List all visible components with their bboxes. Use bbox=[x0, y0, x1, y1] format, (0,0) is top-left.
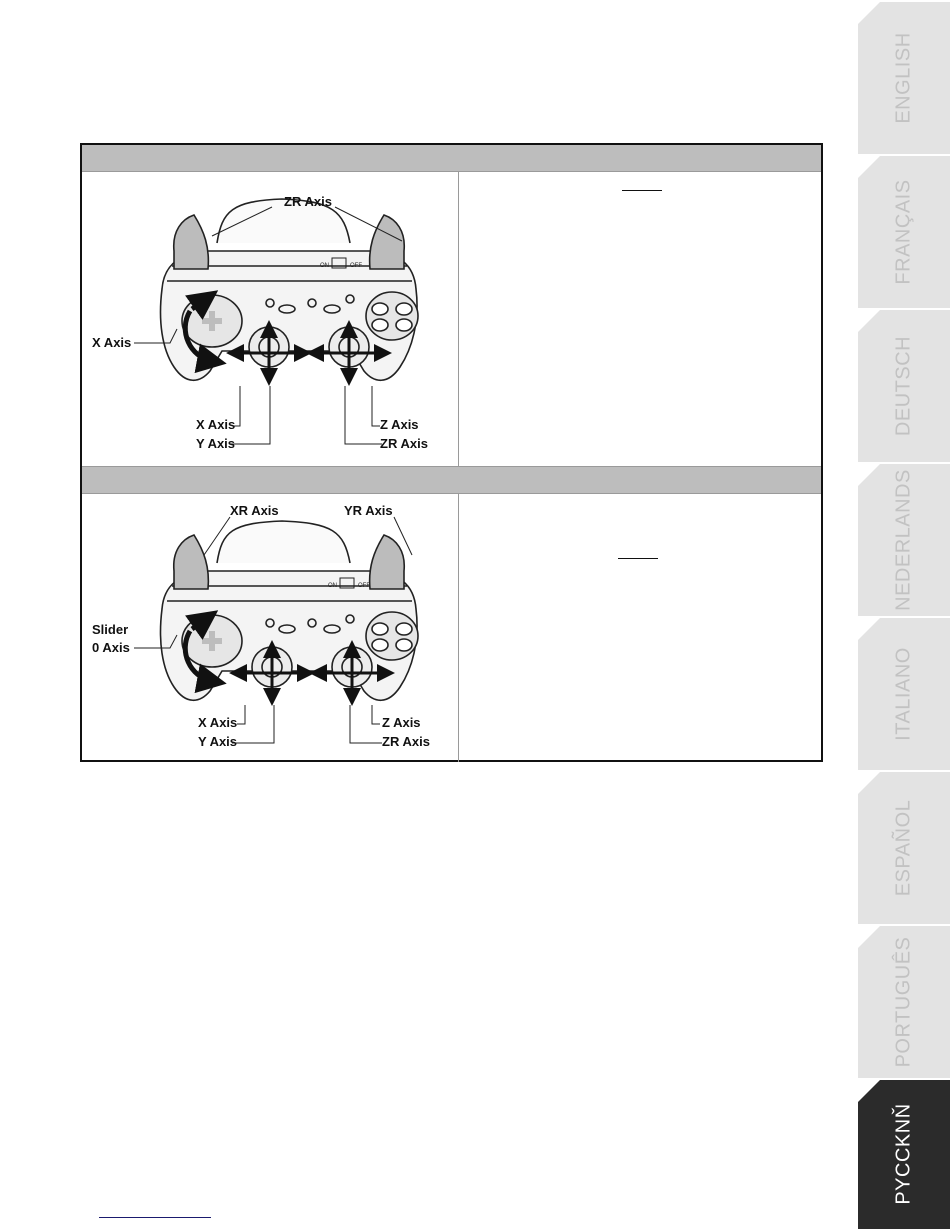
tab-deutsch-label: DEUTSCH bbox=[892, 335, 915, 437]
axis-mapping-table bbox=[80, 143, 823, 762]
switch-off-label: OFF bbox=[358, 583, 370, 589]
z-axis-bottom-label: Z Axis bbox=[382, 715, 421, 730]
table-header-band-top bbox=[82, 145, 821, 172]
footer-link-underline[interactable] bbox=[99, 1217, 211, 1218]
switch-on-label: ON bbox=[320, 263, 329, 269]
tab-english-label: ENGLISH bbox=[892, 32, 915, 124]
zero-axis-label: 0 Axis bbox=[92, 640, 130, 655]
y-axis-bottom-label: Y Axis bbox=[198, 734, 238, 749]
y-axis-bottom-label: Y Axis bbox=[196, 436, 236, 451]
tab-deutsch[interactable] bbox=[858, 310, 950, 462]
x-axis-bottom-label: X Axis bbox=[196, 417, 236, 432]
switch-off-label: OFF bbox=[350, 263, 362, 269]
tab-francais-label: FRANÇAIS bbox=[892, 179, 915, 285]
tab-portugues-label: PORTUGUÊS bbox=[892, 936, 915, 1068]
tab-russian-label: PYCCKNŇ bbox=[892, 1103, 915, 1205]
x-axis-left-label: X Axis bbox=[92, 335, 132, 350]
zr-axis-bottom-label: ZR Axis bbox=[382, 734, 430, 749]
switch-on-label: ON bbox=[328, 583, 337, 589]
column-divider-top bbox=[458, 171, 459, 466]
column-divider-bottom bbox=[458, 493, 459, 762]
fill-in-blank-bottom bbox=[618, 558, 658, 559]
x-axis-bottom-label: X Axis bbox=[198, 715, 238, 730]
yr-axis-top-label: YR Axis bbox=[344, 503, 393, 518]
tab-espanol[interactable] bbox=[858, 772, 950, 924]
zr-axis-bottom-label: ZR Axis bbox=[380, 436, 428, 451]
xr-axis-top-label: XR Axis bbox=[230, 503, 279, 518]
tab-russian[interactable] bbox=[858, 1080, 950, 1229]
tab-nederlands-label: NEDERLANDS bbox=[892, 469, 915, 611]
language-tabs bbox=[858, 0, 950, 1229]
tab-francais[interactable] bbox=[858, 156, 950, 308]
gamepad-diagram-mode2 bbox=[82, 493, 458, 762]
tab-italiano-label: ITALIANO bbox=[892, 647, 915, 741]
tab-portugues[interactable] bbox=[858, 926, 950, 1078]
zr-axis-top-label: ZR Axis bbox=[284, 194, 332, 209]
z-axis-bottom-label: Z Axis bbox=[380, 417, 419, 432]
gamepad-diagram-mode1 bbox=[82, 171, 458, 466]
table-header-band-middle bbox=[82, 466, 821, 494]
tab-english[interactable] bbox=[858, 2, 950, 154]
tab-espanol-label: ESPAÑOL bbox=[892, 799, 915, 897]
tab-italiano[interactable] bbox=[858, 618, 950, 770]
slider-label: Slider bbox=[92, 622, 129, 637]
tab-nederlands[interactable] bbox=[858, 464, 950, 616]
fill-in-blank-top bbox=[622, 190, 662, 191]
